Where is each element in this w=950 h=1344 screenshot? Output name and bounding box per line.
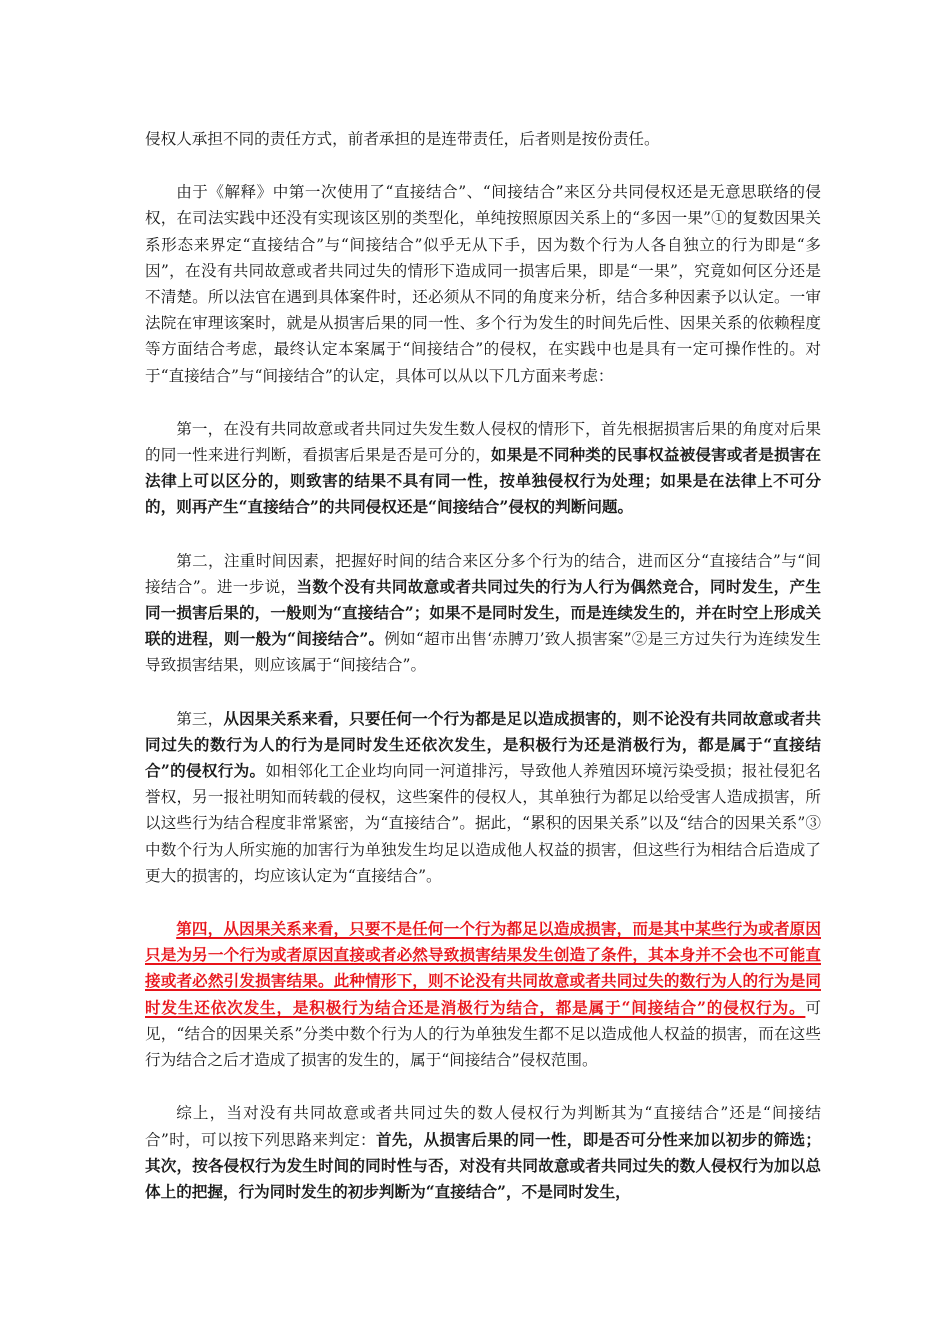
paragraph-continuation [145, 126, 821, 152]
text-run: 第一，在没有共同故意或者共同过失发生数人侵权的情形下，首先根据损害后果的角度对后果的同一性来进行判断，看损害后果是否是可分的， [145, 419, 821, 465]
bold-text-run: 当数个没有共同故意或者共同过失的行为人行为偶然竞合，同时发生，产生同一损害后果的，一般则为“直接结合”；如果不是同时发生，而是连续发生的，并在时空上形成关联的进程，则一般为“间接结合”。 [145, 576, 821, 649]
text-run: 第三， [176, 709, 224, 728]
bold-text-run: 如果是不同种类的民事权益被侵害或者是损害在法律上可以区分的，则致害的结果不具有同一性，按单独侵权行为处理；如果是在法律上不可分的，则再产生“直接结合”的共同侵权还是“间接结合”侵权的判断问题。 [145, 445, 821, 517]
paragraph-third-point [145, 706, 821, 889]
text-run: 可见，“结合的因果关系”分类中数个行为人的行为单独发生都不足以造成他人权益的损害，而在这些行为结合之后才造成了损害的发生的，属于“间接结合”侵权范围。 [145, 998, 821, 1070]
bold-text-run: 从因果关系来看，只要任何一个行为都是足以造成损害的，则不论没有共同故意或者共同过失的数行为人的行为是同时发生还依次发生，是积极行为还是消极行为，都是属于“直接结合”的侵权行为。 [145, 708, 821, 781]
text-run: 第二，注重时间因素，把握好时间的结合来区分多个行为的结合，进而区分“直接结合”与“间接结合”。进一步说， [145, 551, 821, 596]
text-run: 由于《解释》中第一次使用了“直接结合”、“间接结合”来区分共同侵权还是无意思联络的侵权，在司法实践中还没有实现该区别的类型化，单纯按照原因关系上的“多因一果”①的复数因果关系形态来界定“直接结合”与“间接结合”似乎无从下手，因为数个行为人各自独立的行为即是“多因”，在没有共同故意或者共同过失的情形下造成同一损害后果，即是“一果”，究竟如何区分还是不清楚。所以法官在遇到具体案件时，还必须从不同的角度来分析，结合多种因素予以认定。一审法院在审理该案时，就是从损害后果的同一性、多个行为发生的时间先后性、因果关系的依赖程度等方面结合考虑，最终认定本案属于“间接结合”的侵权，在实践中也是具有一定可操作性的。对于“直接结合”与“间接结合”的认定，具体可以从以下几方面来考虑： [145, 183, 821, 385]
text-run: 侵权人承担不同的责任方式，前者承担的是连带责任，后者则是按份责任。 [145, 130, 660, 148]
document-page [145, 126, 821, 1232]
paragraph-summary [145, 1100, 821, 1205]
paragraph-fourth-point [145, 916, 821, 1073]
bold-text-run: 首先，从损害后果的同一性，即是否可分性来加以初步的筛选；其次，按各侵权行为发生时间的同时性与否，对没有共同故意或者共同过失的数人侵权行为加以总体上的把握，行为同时发生的初步判断为“直接结合”，不是同时发生， [145, 1129, 821, 1201]
paragraph-intro [145, 179, 821, 389]
text-run: 如相邻化工企业均向同一河道排污，导致他人养殖因环境污染受损；报社侵犯名誉权，另一报社明知而转载的侵权，这些案件的侵权人，其单独行为都足以给受害人造成损害，所以这些行为结合程度非常紧密，为“直接结合”。据此，“累积的因果关系”以及“结合的因果关系”③中数个行为人所实施的加害行为单独发生均足以造成他人权益的损害，但这些行为相结合后造成了更大的损害的，均应该认定为“直接结合”。 [145, 762, 821, 885]
highlighted-text-run: 第四，从因果关系来看，只要不是任何一个行为都足以造成损害，而是其中某些行为或者原因只是为另一个行为或者原因直接或者必然导致损害结果发生创造了条件，其本身并不会也不可能直接或者必然引发损害结果。此种情形下，则不论没有共同故意或者共同过失的数行为人的行为是同时发生还依次发生，是积极行为结合还是消极行为结合，都是属于“间接结合”的侵权行为。 [145, 919, 821, 1017]
text-run: 综上，当对没有共同故意或者共同过失的数人侵权行为判断其为“直接结合”还是“间接结合”时，可以按下列思路来判定： [145, 1104, 821, 1149]
paragraph-second-point [145, 548, 821, 679]
text-run: 例如“超市出售‘赤膊刀’致人损害案”②是三方过失行为连续发生导致损害结果，则应该属于“间接结合”。 [145, 630, 821, 675]
paragraph-first-point [145, 416, 821, 521]
